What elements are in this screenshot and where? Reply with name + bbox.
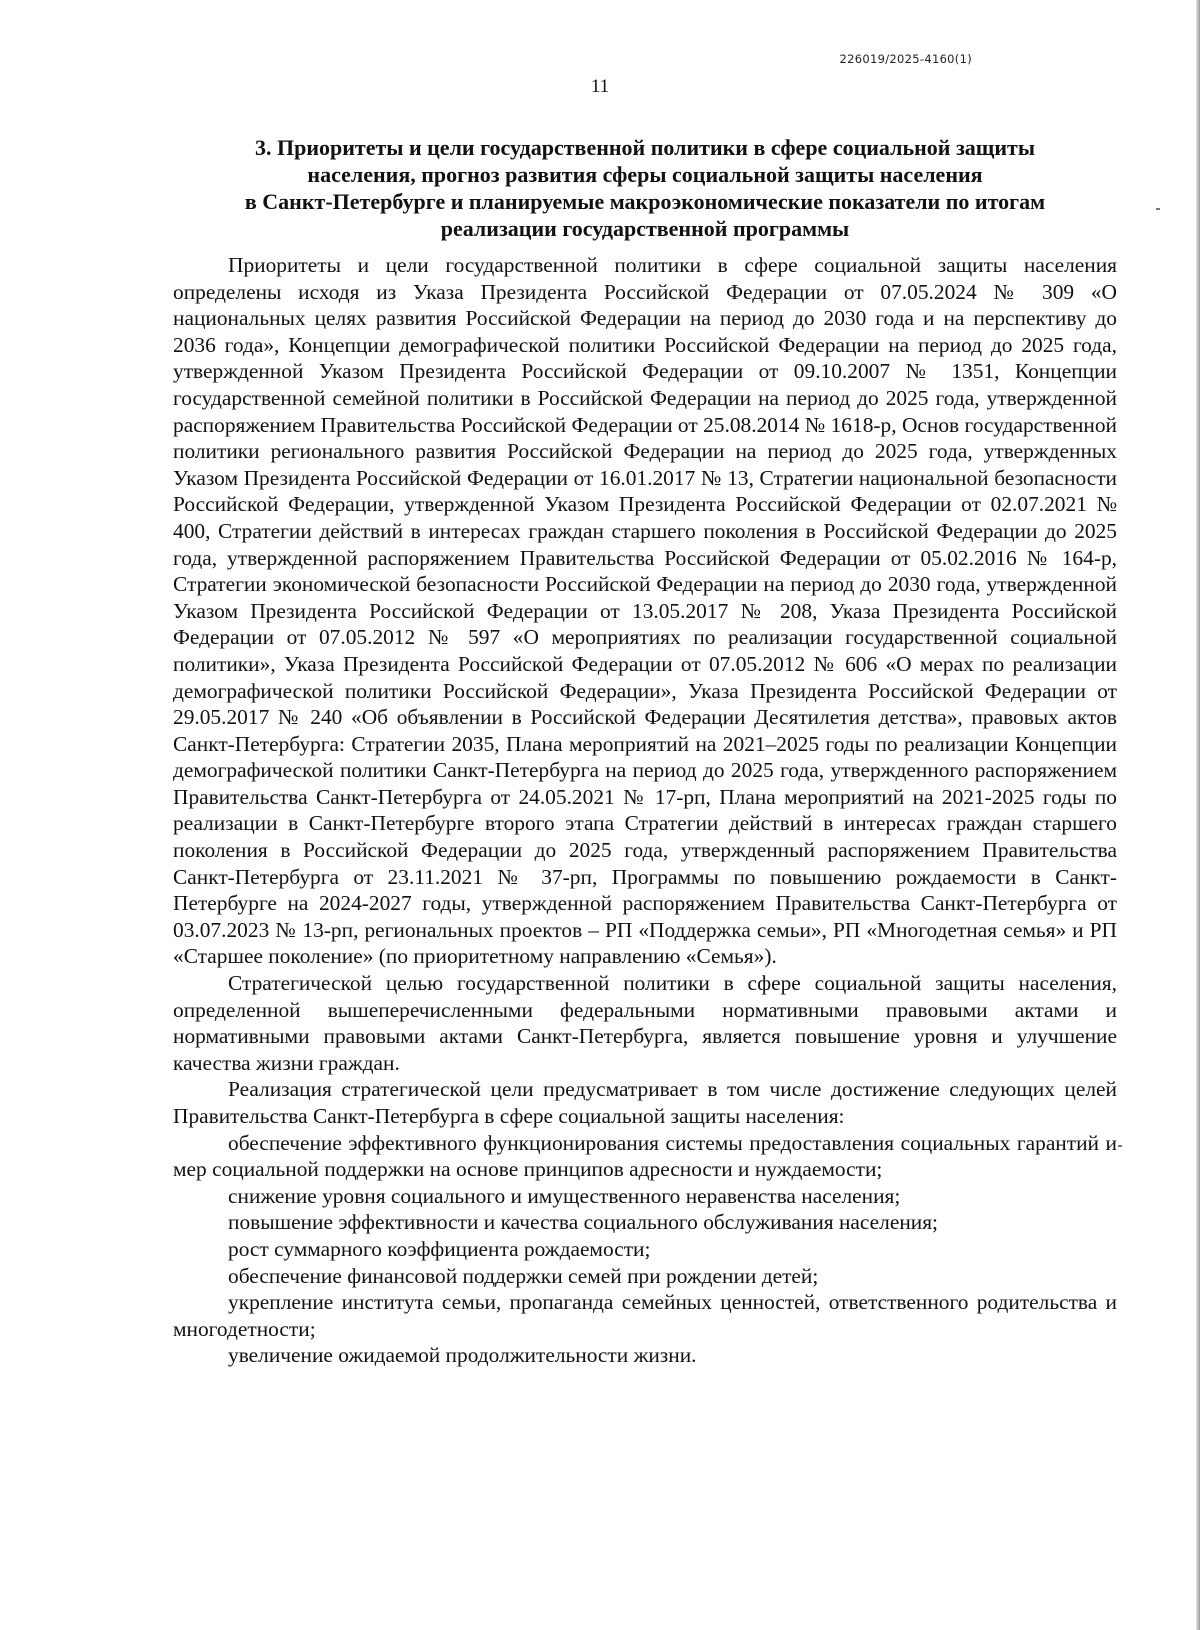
- section-title-line: 3. Приоритеты и цели государственной политики в сфере социальной защиты: [254, 135, 1036, 160]
- goal-item: укрепление института семьи, пропаганда семейных ценностей, ответственного родительства и многодетности;: [173, 1290, 1117, 1341]
- goal-item: обеспечение финансовой поддержки семей при рождении детей;: [228, 1263, 819, 1288]
- goal-item: увеличение ожидаемой продолжительности жизни.: [228, 1343, 697, 1368]
- paragraph-implementation: Реализация стратегической цели предусматривает в том числе достижение следующих целей Правительства Санкт-Петербурга в сфере социальной защиты населения:: [173, 1077, 1117, 1128]
- scan-edge: [1196, 0, 1200, 1630]
- page-content: [173, 134, 1117, 1369]
- scan-speck: [1156, 208, 1160, 210]
- document-registration-number: 226019/2025-4160(1): [839, 52, 972, 66]
- goal-item: обеспечение эффективного функционирования системы предоставления социальных гарантий и мер социальной поддержки на основе принципов адресности и нуждаемости;: [173, 1130, 1117, 1182]
- goal-item: повышение эффективности и качества социального обслуживания населения;: [228, 1210, 939, 1235]
- paragraph-priorities: Приоритеты и цели государственной политики в сфере социальной защиты населения определены исходя из Указа Президента Российской Федерации от 07.05.2024 № 309 «О национальных целях развития Российской Федерации на период до 2030 года и на перспективу до 2036 года», Концепции демографической политики Российской Федерации на период до 2025 года, утвержденной Указом Президента Российской Федерации от 09.10.2007 № 1351, Концепции государственной семейной политики в Российской Федерации на период до 2025 года, утвержденной распоряжением Правительства Российской Федерации от 25.08.2014 № 1618-р, Основ государственной политики регионального развития Российской Федерации на период до 2025 года, утвержденных Указом Президента Российской Федерации от 16.01.2017 № 13, Стратегии национальной безопасности Российской Федерации, утвержденной Указом Президента Российской Федерации от 02.07.2021 № 400, Стратегии действий в интересах граждан старшего поколения в Российской Федерации до 2025 года, утвержденной распоряжением Правительства Российской Федерации от 05.02.2016 № 164-р, Стратегии экономической безопасности Российской Федерации на период до 2030 года, утвержденной Указом Президента Российской Федерации от 13.05.2017 № 208, Указа Президента Российской Федерации от 07.05.2012 № 597 «О мероприятиях по реализации государственной социальной политики», Указа Президента Российской Федерации от 07.05.2012 № 606 «О мерах по реализации демографической политики Российской Федерации», Указа Президента Российской Федерации от 29.05.2017 № 240 «Об объявлении в Российской Федерации Десятилетия детства», правовых актов Санкт-Петербурга: Стратегии 2035, Плана мероприятий на 2021–2025 годы по реализации Концепции демографической политики Санкт-Петербурга на период до 2025 года, утвержденного распоряжением Правительства Санкт-Петербурга от 24.05.2021 № 17-рп, Плана мероприятий на 2021-2025 годы по реализации в Санкт-Петербурге второго этапа Стратегии действий в интересах граждан старшего поколения в Российской Федерации до 2025 года, утвержденный распоряжением Правительства Санкт-Петербурга от 23.11.2021 № 37-рп, Программы по повышению рождаемости в Санкт-Петербурге на 2024-2027 годы, утвержденной распоряжением Правительства Санкт-Петербурга от 03.07.2023 № 13-рп, региональных проектов – РП «Поддержка семьи», РП «Многодетная семья» и РП «Старшее поколение» (по приоритетному направлению «Семья»).: [173, 253, 1117, 969]
- section-title: [173, 134, 1117, 242]
- paragraph-strategic-goal: Стратегической целью государственной политики в сфере социальной защиты населения, определенной вышеперечисленными федеральными нормативными правовыми актами и нормативными правовыми актами Санкт-Петербурга, является повышение уровня и улучшение качества жизни граждан.: [173, 971, 1117, 1075]
- section-title-line: населения, прогноз развития сферы социальной защиты населения: [307, 162, 983, 187]
- section-title-line: в Санкт-Петербурге и планируемые макроэкономические показатели по итогам: [244, 189, 1046, 214]
- goal-item: рост суммарного коэффициента рождаемости;: [228, 1236, 651, 1261]
- section-title-line: реализации государственной программы: [440, 216, 850, 241]
- scan-speck: [1118, 1145, 1122, 1147]
- page-number: 11: [590, 76, 610, 97]
- goal-item: снижение уровня социального и имущественного неравенства населения;: [228, 1183, 901, 1208]
